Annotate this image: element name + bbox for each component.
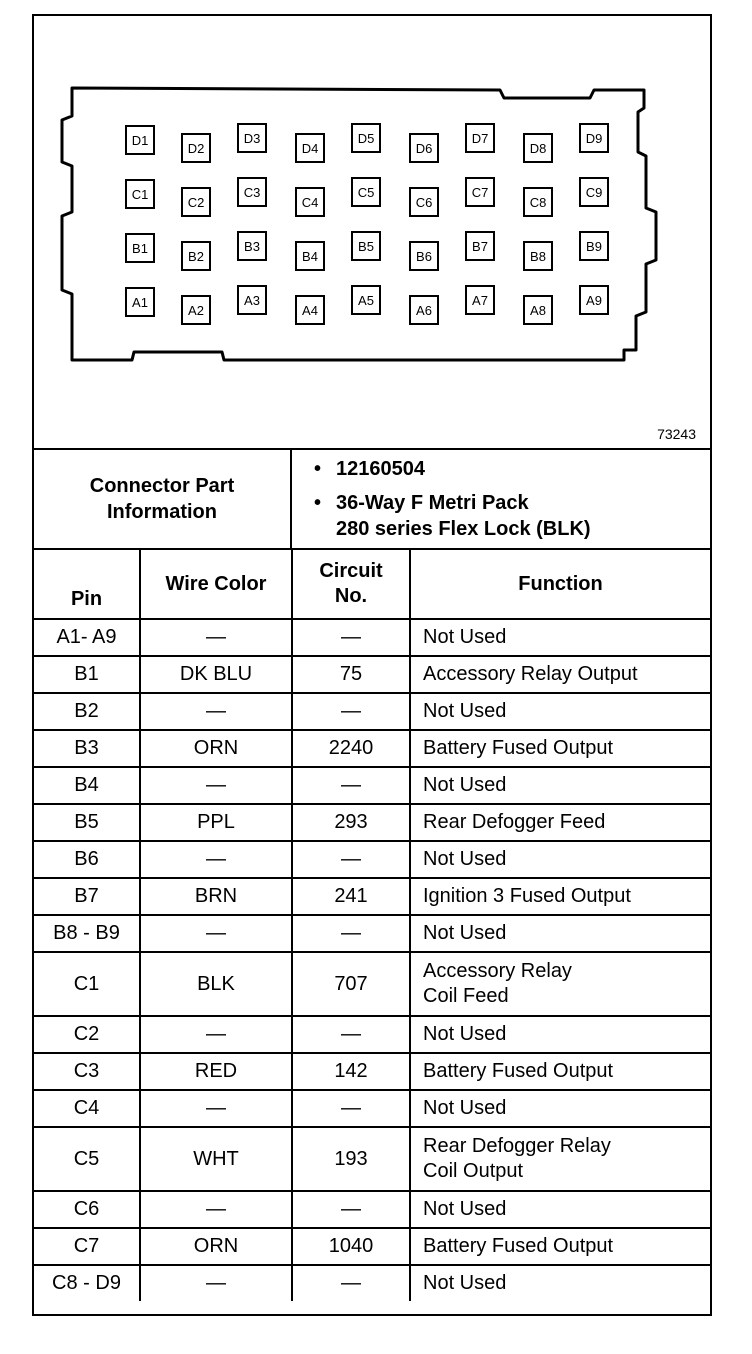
pin-label: D6 [415, 141, 433, 156]
wire-color-cell: — [140, 1016, 292, 1053]
pin-cavity-a8 [524, 296, 552, 324]
function-cell: Not Used [410, 1090, 710, 1127]
table-row [34, 693, 710, 730]
function-cell: Not Used [410, 693, 710, 730]
pin-label: D5 [357, 131, 375, 146]
pin-cavity-a4 [296, 296, 324, 324]
bullet-icon: • [314, 458, 322, 480]
pin-cavity-a7 [466, 286, 494, 314]
circuit-cell: 1040 [292, 1228, 410, 1265]
pin-cavity-b9 [580, 232, 608, 260]
pin-cell: C6 [34, 1191, 140, 1228]
table-row [34, 1016, 710, 1053]
pin-cell: B2 [34, 693, 140, 730]
pin-cavity-b4 [296, 242, 324, 270]
connector-description: 36-Way F Metri Pack 280 series Flex Lock (BLK) [336, 492, 591, 540]
pin-cell: B5 [34, 804, 140, 841]
wire-color-cell: — [140, 767, 292, 804]
circuit-cell: 142 [292, 1053, 410, 1090]
wire-color-cell: — [140, 841, 292, 878]
pin-cavity-a9 [580, 286, 608, 314]
table-row [34, 841, 710, 878]
column-header-wire-color: Wire Color [140, 550, 292, 619]
pin-label: C4 [301, 195, 319, 210]
pin-label: A5 [358, 293, 374, 308]
pin-cavity-c8 [524, 188, 552, 216]
wire-color-cell: — [140, 1191, 292, 1228]
table-row [34, 619, 710, 656]
pin-label: C9 [585, 185, 603, 200]
circuit-cell: 241 [292, 878, 410, 915]
function-cell: Not Used [410, 1191, 710, 1228]
function-cell: Not Used [410, 841, 710, 878]
pin-label: A4 [302, 303, 318, 318]
wire-color-cell: DK BLU [140, 656, 292, 693]
table-row [34, 1127, 710, 1191]
function-cell: Not Used [410, 619, 710, 656]
pin-label: C2 [187, 195, 205, 210]
circuit-cell: — [292, 841, 410, 878]
pin-cavity-c1 [126, 180, 154, 208]
connector-face-drawing [34, 16, 710, 448]
figure-number: 73243 [657, 426, 696, 442]
function-cell: Accessory Relay Coil Feed [410, 952, 710, 1016]
pin-label: D7 [471, 131, 489, 146]
function-cell: Not Used [410, 767, 710, 804]
pin-cavity-b3 [238, 232, 266, 260]
wire-color-cell: — [140, 1090, 292, 1127]
pin-cell: A1- A9 [34, 619, 140, 656]
wire-color-cell: — [140, 1265, 292, 1301]
pin-label: D4 [301, 141, 319, 156]
pin-cell: B3 [34, 730, 140, 767]
circuit-cell: — [292, 1090, 410, 1127]
circuit-cell: — [292, 693, 410, 730]
pin-cell: B8 - B9 [34, 915, 140, 952]
pinout-table [34, 550, 710, 1301]
pin-cavity-b2 [182, 242, 210, 270]
function-cell: Ignition 3 Fused Output [410, 878, 710, 915]
function-cell: Accessory Relay Output [410, 656, 710, 693]
pin-label: C7 [471, 185, 489, 200]
pin-cavity-c4 [296, 188, 324, 216]
pin-cell: C8 - D9 [34, 1265, 140, 1301]
pin-cavity-c6 [410, 188, 438, 216]
pin-cavity-c3 [238, 178, 266, 206]
wire-color-cell: — [140, 693, 292, 730]
part-info-values [292, 450, 710, 548]
pin-cavity-b8 [524, 242, 552, 270]
pin-label: B5 [358, 239, 374, 254]
wire-color-cell: — [140, 915, 292, 952]
wire-color-cell: PPL [140, 804, 292, 841]
pin-label: D9 [585, 131, 603, 146]
pin-label: A6 [416, 303, 432, 318]
pin-label: B1 [132, 241, 148, 256]
column-header-circuit: Circuit No. [292, 550, 410, 619]
pin-cell: B1 [34, 656, 140, 693]
pin-label: A9 [586, 293, 602, 308]
pin-cavity-c5 [352, 178, 380, 206]
pin-cell: B4 [34, 767, 140, 804]
wire-color-cell: BLK [140, 952, 292, 1016]
pin-cavity-b5 [352, 232, 380, 260]
table-row [34, 1265, 710, 1301]
pin-label: C8 [529, 195, 547, 210]
pin-cavity-d9 [580, 124, 608, 152]
table-row [34, 915, 710, 952]
table-row [34, 1090, 710, 1127]
column-header-pin: Pin [34, 550, 140, 619]
circuit-cell: 293 [292, 804, 410, 841]
circuit-cell: 75 [292, 656, 410, 693]
wire-color-cell: BRN [140, 878, 292, 915]
pin-cavity-d3 [238, 124, 266, 152]
part-number-item [314, 456, 425, 482]
pin-cell: C2 [34, 1016, 140, 1053]
circuit-cell: 2240 [292, 730, 410, 767]
pin-cell: B7 [34, 878, 140, 915]
pin-cell: C4 [34, 1090, 140, 1127]
pin-cavity-b6 [410, 242, 438, 270]
column-header-function: Function [410, 550, 710, 619]
pin-label: D1 [131, 133, 149, 148]
pin-label: B2 [188, 249, 204, 264]
pin-cavity-d5 [352, 124, 380, 152]
pin-cavity-c7 [466, 178, 494, 206]
circuit-cell: — [292, 767, 410, 804]
pin-label: D3 [243, 131, 261, 146]
pin-label: B4 [302, 249, 318, 264]
connector-description-item [314, 490, 591, 542]
pin-cavity-d7 [466, 124, 494, 152]
pin-cavity-c9 [580, 178, 608, 206]
wire-color-cell: — [140, 619, 292, 656]
table-row [34, 767, 710, 804]
pin-label: B8 [530, 249, 546, 264]
pin-cavity-a3 [238, 286, 266, 314]
table-row [34, 952, 710, 1016]
pin-cell: C5 [34, 1127, 140, 1191]
table-row [34, 1228, 710, 1265]
circuit-cell: — [292, 1016, 410, 1053]
connector-part-information [34, 450, 710, 550]
part-number: 12160504 [336, 458, 425, 480]
pin-label: C1 [131, 187, 149, 202]
pin-label: B3 [244, 239, 260, 254]
bullet-icon: • [314, 492, 322, 514]
pin-label: A7 [472, 293, 488, 308]
pin-label: B9 [586, 239, 602, 254]
pin-label: A8 [530, 303, 546, 318]
pin-cavity-a2 [182, 296, 210, 324]
circuit-cell: 193 [292, 1127, 410, 1191]
table-row [34, 878, 710, 915]
pin-label: A1 [132, 295, 148, 310]
part-info-label: Connector Part Information [34, 450, 292, 548]
wire-color-cell: RED [140, 1053, 292, 1090]
pin-cell: C3 [34, 1053, 140, 1090]
pin-cavity-b7 [466, 232, 494, 260]
pin-label: C3 [243, 185, 261, 200]
function-cell: Not Used [410, 1265, 710, 1301]
pin-cavity-d2 [182, 134, 210, 162]
pin-label: C6 [415, 195, 433, 210]
pin-cell: B6 [34, 841, 140, 878]
function-cell: Rear Defogger Feed [410, 804, 710, 841]
pin-cavity-a1 [126, 288, 154, 316]
pin-cavity-d1 [126, 126, 154, 154]
circuit-cell: — [292, 619, 410, 656]
pin-cavity-b1 [126, 234, 154, 262]
table-row [34, 730, 710, 767]
pin-cavity-a6 [410, 296, 438, 324]
function-cell: Battery Fused Output [410, 1228, 710, 1265]
pin-label: D2 [187, 141, 205, 156]
pin-cell: C1 [34, 952, 140, 1016]
circuit-cell: — [292, 915, 410, 952]
function-cell: Rear Defogger Relay Coil Output [410, 1127, 710, 1191]
table-row [34, 1191, 710, 1228]
pin-label: A2 [188, 303, 204, 318]
function-cell: Battery Fused Output [410, 1053, 710, 1090]
table-header-row [34, 550, 710, 619]
circuit-cell: 707 [292, 952, 410, 1016]
pin-cavity-d4 [296, 134, 324, 162]
wire-color-cell: ORN [140, 1228, 292, 1265]
pin-label: D8 [529, 141, 547, 156]
table-row [34, 804, 710, 841]
circuit-cell: — [292, 1191, 410, 1228]
circuit-cell: — [292, 1265, 410, 1301]
pin-label: A3 [244, 293, 260, 308]
wire-color-cell: WHT [140, 1127, 292, 1191]
function-cell: Not Used [410, 1016, 710, 1053]
pin-grid [126, 124, 608, 324]
table-row [34, 656, 710, 693]
table-row [34, 1053, 710, 1090]
pin-label: B6 [416, 249, 432, 264]
pin-cavity-a5 [352, 286, 380, 314]
function-cell: Not Used [410, 915, 710, 952]
pin-label: C5 [357, 185, 375, 200]
pin-cavity-d6 [410, 134, 438, 162]
pin-cell: C7 [34, 1228, 140, 1265]
pin-label: B7 [472, 239, 488, 254]
function-cell: Battery Fused Output [410, 730, 710, 767]
connector-diagram [34, 16, 710, 450]
wire-color-cell: ORN [140, 730, 292, 767]
connector-info-sheet [32, 14, 712, 1316]
pin-cavity-d8 [524, 134, 552, 162]
pin-cavity-c2 [182, 188, 210, 216]
